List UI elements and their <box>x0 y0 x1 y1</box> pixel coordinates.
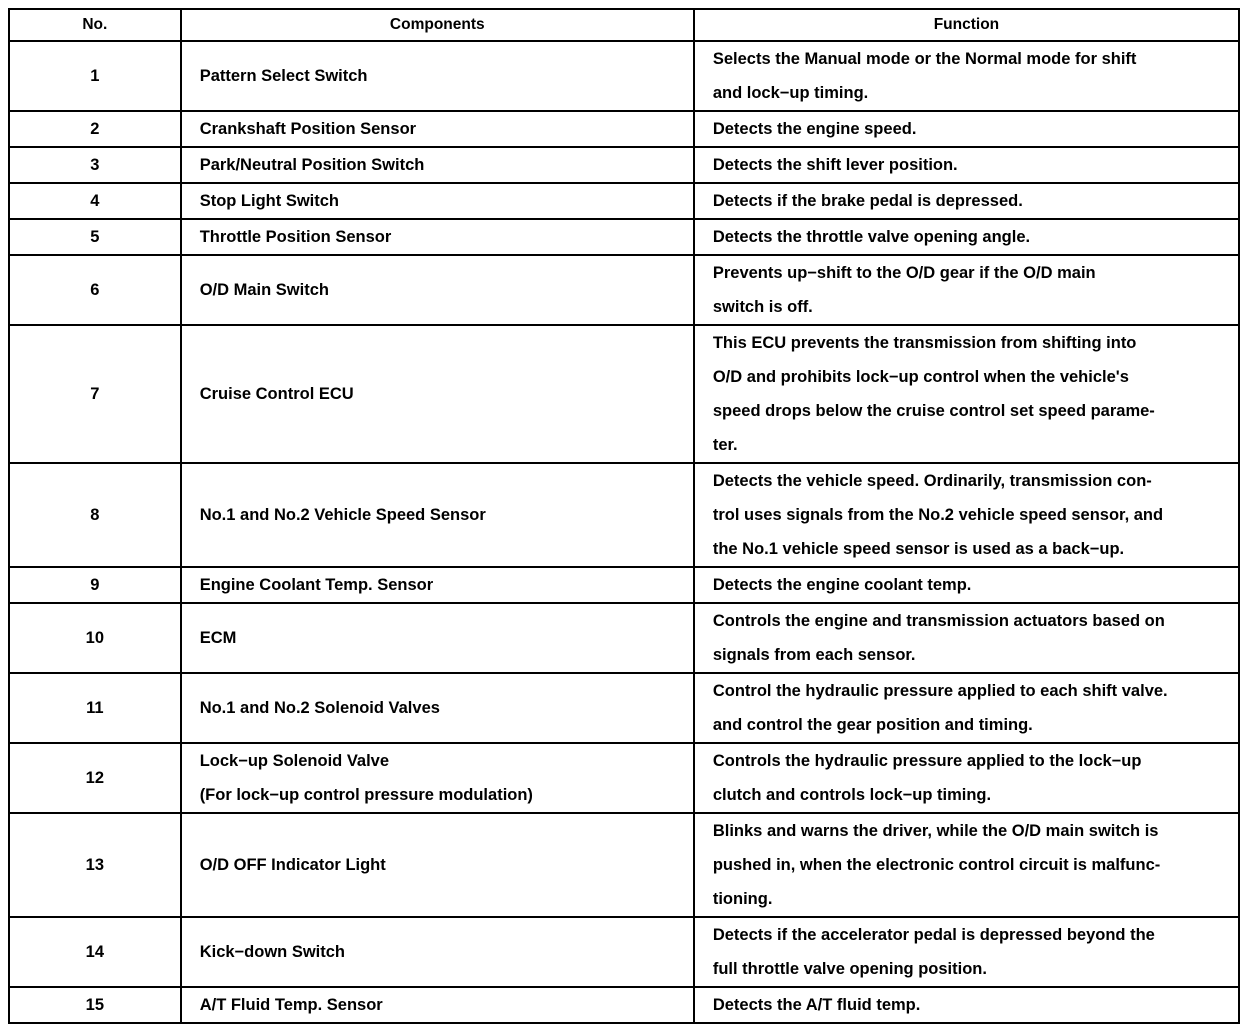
component-name: Crankshaft Position Sensor <box>199 120 417 138</box>
table-row <box>9 147 1239 183</box>
function-text-line: full throttle valve opening position. <box>712 960 987 978</box>
function-text-line: Detects the vehicle speed. Ordinarily, transmission con- <box>712 472 1152 490</box>
table-row <box>9 41 1239 111</box>
row-number: 8 <box>9 463 181 567</box>
function-cell <box>694 111 1239 147</box>
function-cell <box>694 743 1239 813</box>
function-text-line: switch is off. <box>712 298 813 316</box>
function-text-line: pushed in, when the electronic control circuit is malfunc- <box>712 856 1161 874</box>
component-cell <box>181 987 694 1023</box>
function-cell <box>694 813 1239 917</box>
table-row <box>9 463 1239 567</box>
function-text-line: Controls the hydraulic pressure applied to the lock−up <box>712 752 1142 770</box>
function-cell <box>694 255 1239 325</box>
function-text-line: tioning. <box>712 890 773 908</box>
function-text-line: Detects the throttle valve opening angle. <box>712 228 1031 246</box>
function-text-line: Detects the A/T fluid temp. <box>712 996 921 1014</box>
function-text-line: signals from each sensor. <box>712 646 916 664</box>
function-cell <box>694 567 1239 603</box>
components-table <box>8 8 1240 1024</box>
function-text-line: This ECU prevents the transmission from shifting into <box>712 334 1137 352</box>
row-number: 7 <box>9 325 181 463</box>
function-cell <box>694 41 1239 111</box>
component-name: Throttle Position Sensor <box>199 228 392 246</box>
function-cell <box>694 463 1239 567</box>
header-row <box>9 9 1239 41</box>
table-row <box>9 813 1239 917</box>
row-number: 9 <box>9 567 181 603</box>
table-row <box>9 987 1239 1023</box>
table-row <box>9 917 1239 987</box>
component-name: Stop Light Switch <box>199 192 340 210</box>
component-cell <box>181 111 694 147</box>
function-cell <box>694 325 1239 463</box>
component-name: Lock−up Solenoid Valve <box>199 752 390 770</box>
component-cell <box>181 325 694 463</box>
row-number: 12 <box>9 743 181 813</box>
header-no: No. <box>9 9 181 41</box>
function-text-line: O/D and prohibits lock−up control when the vehicle's <box>712 368 1129 386</box>
component-name: O/D Main Switch <box>199 281 329 299</box>
table-row <box>9 325 1239 463</box>
component-cell <box>181 183 694 219</box>
table-row <box>9 743 1239 813</box>
component-cell <box>181 147 694 183</box>
function-cell <box>694 219 1239 255</box>
component-cell <box>181 603 694 673</box>
function-text-line: Detects if the brake pedal is depressed. <box>712 192 1023 210</box>
component-name: Cruise Control ECU <box>199 385 354 403</box>
row-number: 1 <box>9 41 181 111</box>
row-number: 5 <box>9 219 181 255</box>
row-number: 2 <box>9 111 181 147</box>
table-row <box>9 219 1239 255</box>
function-text-line: Blinks and warns the driver, while the O/D main switch is <box>712 822 1159 840</box>
component-cell <box>181 673 694 743</box>
row-number: 14 <box>9 917 181 987</box>
function-cell <box>694 183 1239 219</box>
header-function: Function <box>694 9 1239 41</box>
component-cell <box>181 41 694 111</box>
function-text-line: clutch and controls lock−up timing. <box>712 786 992 804</box>
component-name: Pattern Select Switch <box>199 67 368 85</box>
row-number: 13 <box>9 813 181 917</box>
component-name: Park/Neutral Position Switch <box>199 156 425 174</box>
component-name: Kick−down Switch <box>199 943 346 961</box>
table-row <box>9 603 1239 673</box>
table-body <box>9 41 1239 1023</box>
function-text-line: trol uses signals from the No.2 vehicle speed sensor, and <box>712 506 1164 524</box>
row-number: 15 <box>9 987 181 1023</box>
component-cell <box>181 813 694 917</box>
component-name: No.1 and No.2 Vehicle Speed Sensor <box>199 506 486 524</box>
component-cell <box>181 567 694 603</box>
function-text-line: speed drops below the cruise control set speed parame- <box>712 402 1155 420</box>
function-cell <box>694 603 1239 673</box>
function-text-line: Prevents up−shift to the O/D gear if the O/D main <box>712 264 1096 282</box>
component-name: ECM <box>199 629 237 647</box>
function-cell <box>694 987 1239 1023</box>
function-cell <box>694 147 1239 183</box>
table-row <box>9 111 1239 147</box>
function-text-line: ter. <box>712 436 738 454</box>
row-number: 4 <box>9 183 181 219</box>
row-number: 3 <box>9 147 181 183</box>
component-cell <box>181 743 694 813</box>
function-cell <box>694 673 1239 743</box>
function-text-line: Controls the engine and transmission actuators based on <box>712 612 1165 630</box>
function-text-line: and control the gear position and timing. <box>712 716 1033 734</box>
function-text-line: Detects the engine speed. <box>712 120 917 138</box>
component-name: Engine Coolant Temp. Sensor <box>199 576 434 594</box>
component-name: A/T Fluid Temp. Sensor <box>199 996 383 1014</box>
component-cell <box>181 219 694 255</box>
table-row <box>9 255 1239 325</box>
function-text-line: the No.1 vehicle speed sensor is used as a back−up. <box>712 540 1125 558</box>
row-number: 6 <box>9 255 181 325</box>
table-row <box>9 183 1239 219</box>
function-text-line: Detects the engine coolant temp. <box>712 576 972 594</box>
component-cell <box>181 917 694 987</box>
component-name: O/D OFF Indicator Light <box>199 856 386 874</box>
row-number: 10 <box>9 603 181 673</box>
header-components: Components <box>181 9 694 41</box>
table-row <box>9 567 1239 603</box>
function-text-line: Control the hydraulic pressure applied to each shift valve. <box>712 682 1168 700</box>
component-name: (For lock−up control pressure modulation) <box>199 786 533 804</box>
row-number: 11 <box>9 673 181 743</box>
function-text-line: Detects if the accelerator pedal is depressed beyond the <box>712 926 1155 944</box>
function-text-line: and lock−up timing. <box>712 84 869 102</box>
component-cell <box>181 463 694 567</box>
component-name: No.1 and No.2 Solenoid Valves <box>199 699 440 717</box>
component-cell <box>181 255 694 325</box>
function-text-line: Detects the shift lever position. <box>712 156 958 174</box>
function-text-line: Selects the Manual mode or the Normal mode for shift <box>712 50 1137 68</box>
function-cell <box>694 917 1239 987</box>
table-row <box>9 673 1239 743</box>
